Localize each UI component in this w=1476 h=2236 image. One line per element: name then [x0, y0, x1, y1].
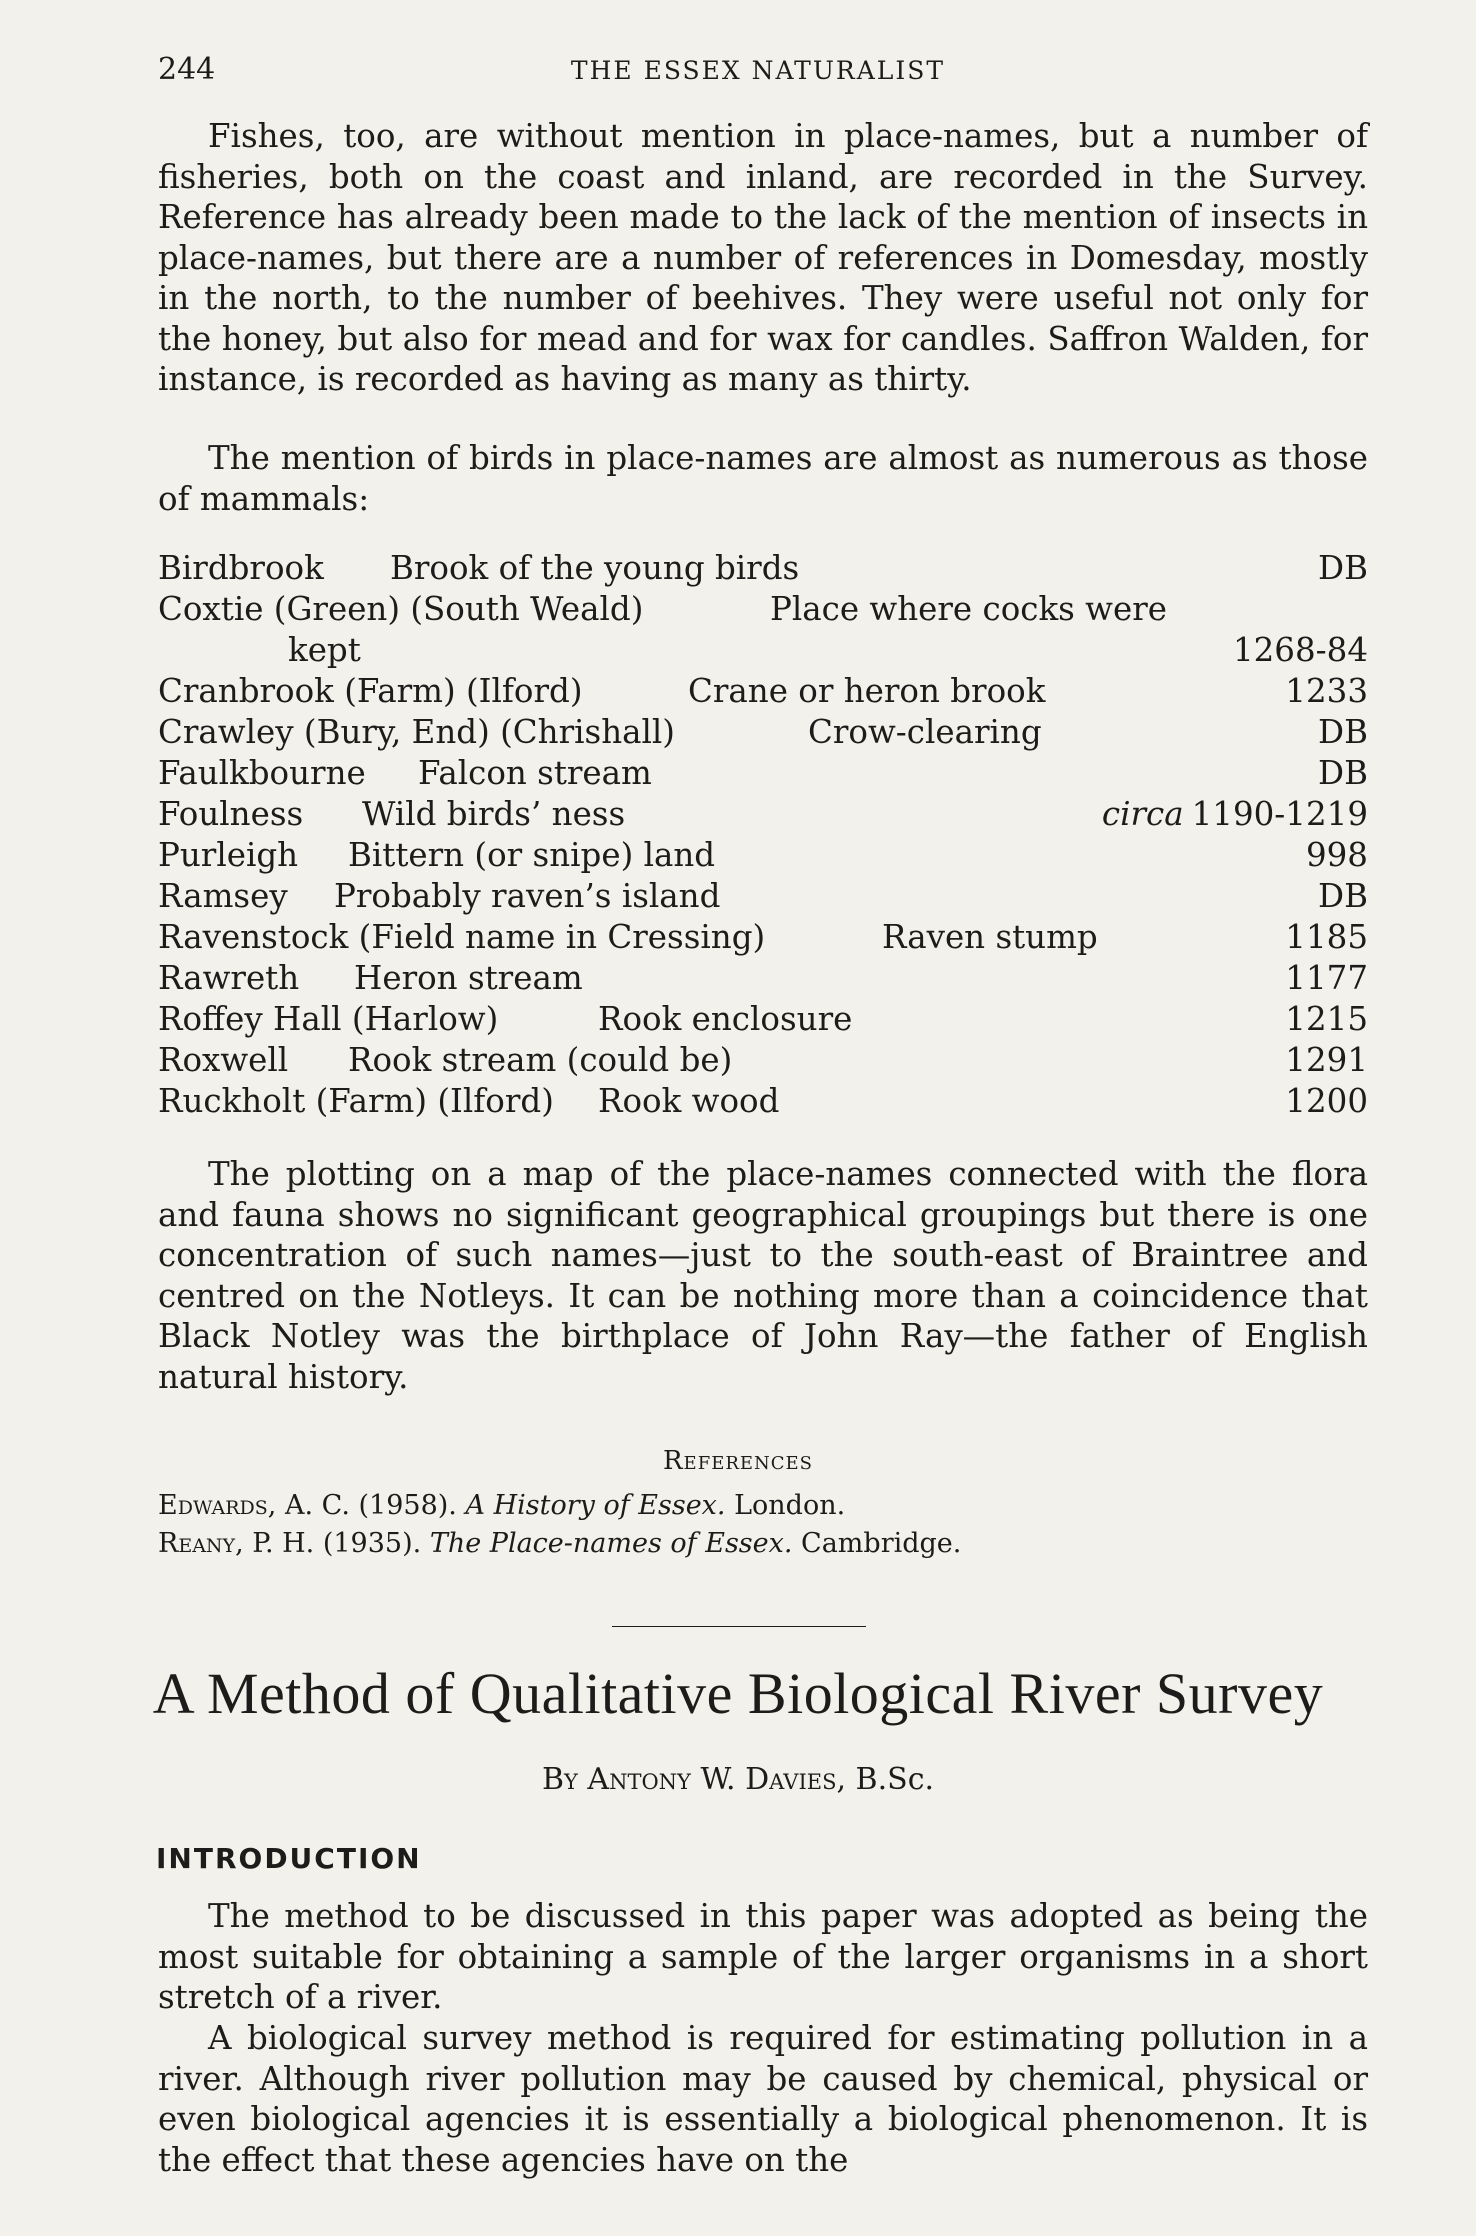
- birds-intro-paragraph: The mention of birds in place-names are almost as numerous as those of mammals:: [158, 439, 1368, 518]
- place-name: Roffey Hall (Harlow): [158, 1000, 499, 1038]
- table-row: [158, 1040, 1368, 1081]
- place-meaning: Wild birds’ ness: [362, 795, 626, 833]
- place-name: Coxtie (Green) (South Weald): [158, 590, 644, 628]
- article-byline: [0, 1762, 1476, 1797]
- place-meaning: Rook stream (could be): [348, 1041, 733, 1079]
- reference-place: London.: [734, 1490, 846, 1521]
- place-name: Foulness: [158, 795, 304, 833]
- place-meaning: Falcon stream: [418, 754, 652, 792]
- introduction-heading: INTRODUCTION: [156, 1842, 422, 1875]
- place-name: Rawreth: [158, 959, 300, 997]
- table-row: [158, 794, 1368, 835]
- place-date: 1185: [1285, 918, 1368, 956]
- table-row: [158, 958, 1368, 999]
- place-date: 1291: [1285, 1041, 1368, 1079]
- place-meaning: Brook of the young birds: [390, 549, 800, 587]
- references-heading: References: [662, 1446, 814, 1476]
- place-meaning: Crane or heron brook: [688, 672, 1046, 710]
- place-meaning: Rook wood: [598, 1082, 780, 1120]
- introduction-paragraph: A biological survey method is required for estimating pollution in a river. Although river pollution may be caused by chemical, physical or even biological agencies it is essentially a biological phenomenon. It is the effect that these agencies have on the: [158, 2019, 1368, 2179]
- place-date: 1233: [1285, 672, 1368, 710]
- article-title: A Method of Qualitative Biological River Survey: [152, 1661, 1324, 1726]
- place-date-wrapper: [1102, 794, 1368, 835]
- table-row: [158, 753, 1368, 794]
- running-title: THE ESSEX NATURALIST: [570, 56, 946, 85]
- place-name: Ravenstock (Field name in Cressing): [158, 918, 766, 956]
- bird-place-names-table: [158, 548, 1368, 1122]
- author-degree: , B.Sc.: [836, 1762, 935, 1797]
- place-date: DB: [1318, 754, 1368, 792]
- place-meaning: Place where cocks were: [770, 590, 1167, 628]
- place-name: Roxwell: [158, 1041, 289, 1079]
- table-row: [158, 917, 1368, 958]
- place-date: 1200: [1285, 1082, 1368, 1120]
- place-name: Ruckholt (Farm) (Ilford): [158, 1082, 554, 1120]
- place-name: Purleigh: [158, 836, 299, 874]
- place-meaning-continued: kept: [288, 631, 361, 669]
- table-row: [158, 589, 1368, 671]
- table-row: [158, 548, 1368, 589]
- place-date: DB: [1318, 713, 1368, 751]
- byline-prefix: By: [541, 1762, 578, 1797]
- reference-title: A History of Essex.: [465, 1490, 726, 1521]
- place-date: DB: [1318, 549, 1368, 587]
- place-name: Cranbrook (Farm) (Ilford): [158, 672, 583, 710]
- reference-author: Edwards, A. C.: [158, 1490, 350, 1521]
- circa-label: circa: [1101, 795, 1184, 833]
- place-meaning: Rook enclosure: [598, 1000, 853, 1038]
- reference-year: (1958).: [358, 1490, 457, 1521]
- page-header: [158, 52, 1358, 92]
- introduction-paragraph: The method to be discussed in this paper was adopted as being the most suitable for obtaining a sample of the larger organisms in a short stretch of a river.: [158, 1897, 1368, 2016]
- table-row: [158, 876, 1368, 917]
- table-row: [158, 712, 1368, 753]
- page-number: 244: [158, 52, 216, 87]
- reference-year: (1935).: [322, 1528, 422, 1559]
- reference-author: Reany, P. H.: [158, 1528, 315, 1559]
- place-date: 1215: [1285, 1000, 1368, 1038]
- reference-place: Cambridge.: [801, 1528, 962, 1559]
- table-row: [158, 835, 1368, 876]
- place-meaning: Heron stream: [354, 959, 583, 997]
- place-name: Ramsey: [158, 877, 288, 915]
- reference-title: The Place-names of Essex.: [429, 1528, 793, 1559]
- table-row: [158, 1081, 1368, 1122]
- reference-item: [158, 1488, 845, 1524]
- place-meaning: Raven stump: [882, 918, 1098, 956]
- section-divider: [612, 1626, 866, 1627]
- place-name: Crawley (Bury, End) (Chrishall): [158, 713, 675, 751]
- place-date: 998: [1305, 836, 1368, 874]
- place-name: Faulkbourne: [158, 754, 366, 792]
- place-date: DB: [1318, 877, 1368, 915]
- place-date: 1177: [1285, 959, 1368, 997]
- place-meaning: Bittern (or snipe) land: [348, 836, 716, 874]
- fishes-paragraph: Fishes, too, are without mention in place-names, but a number of fisheries, both on the coast and inland, are recorded in the Survey. Reference has already been made to the lack of the mention of insects in place-names, but there are a number of references in Domesday, mostly in the north, to the number of beehives. They were useful not only for the honey, but also for mead and for wax for candles. Saffron Walden, for instance, is recorded as having as many as thirty.: [158, 117, 1368, 398]
- place-meaning: Probably raven’s island: [334, 877, 721, 915]
- table-row: [158, 999, 1368, 1040]
- place-date: 1268-84: [1232, 631, 1368, 669]
- table-row: [158, 671, 1368, 712]
- author-name: Antony W. Davies: [587, 1762, 837, 1797]
- place-name: Birdbrook: [158, 549, 324, 587]
- place-date: 1190-1219: [1191, 795, 1368, 833]
- reference-item: [158, 1526, 961, 1562]
- place-meaning: Crow-clearing: [808, 713, 1042, 751]
- plotting-paragraph: The plotting on a map of the place-names connected with the flora and fauna shows no significant geographical groupings but there is one concentration of such names—just to the south-east of Braintree and centred on the Notleys. It can be nothing more than a coincidence that Black Notley was the birthplace of John Ray—the father of English natural history.: [158, 1155, 1368, 1396]
